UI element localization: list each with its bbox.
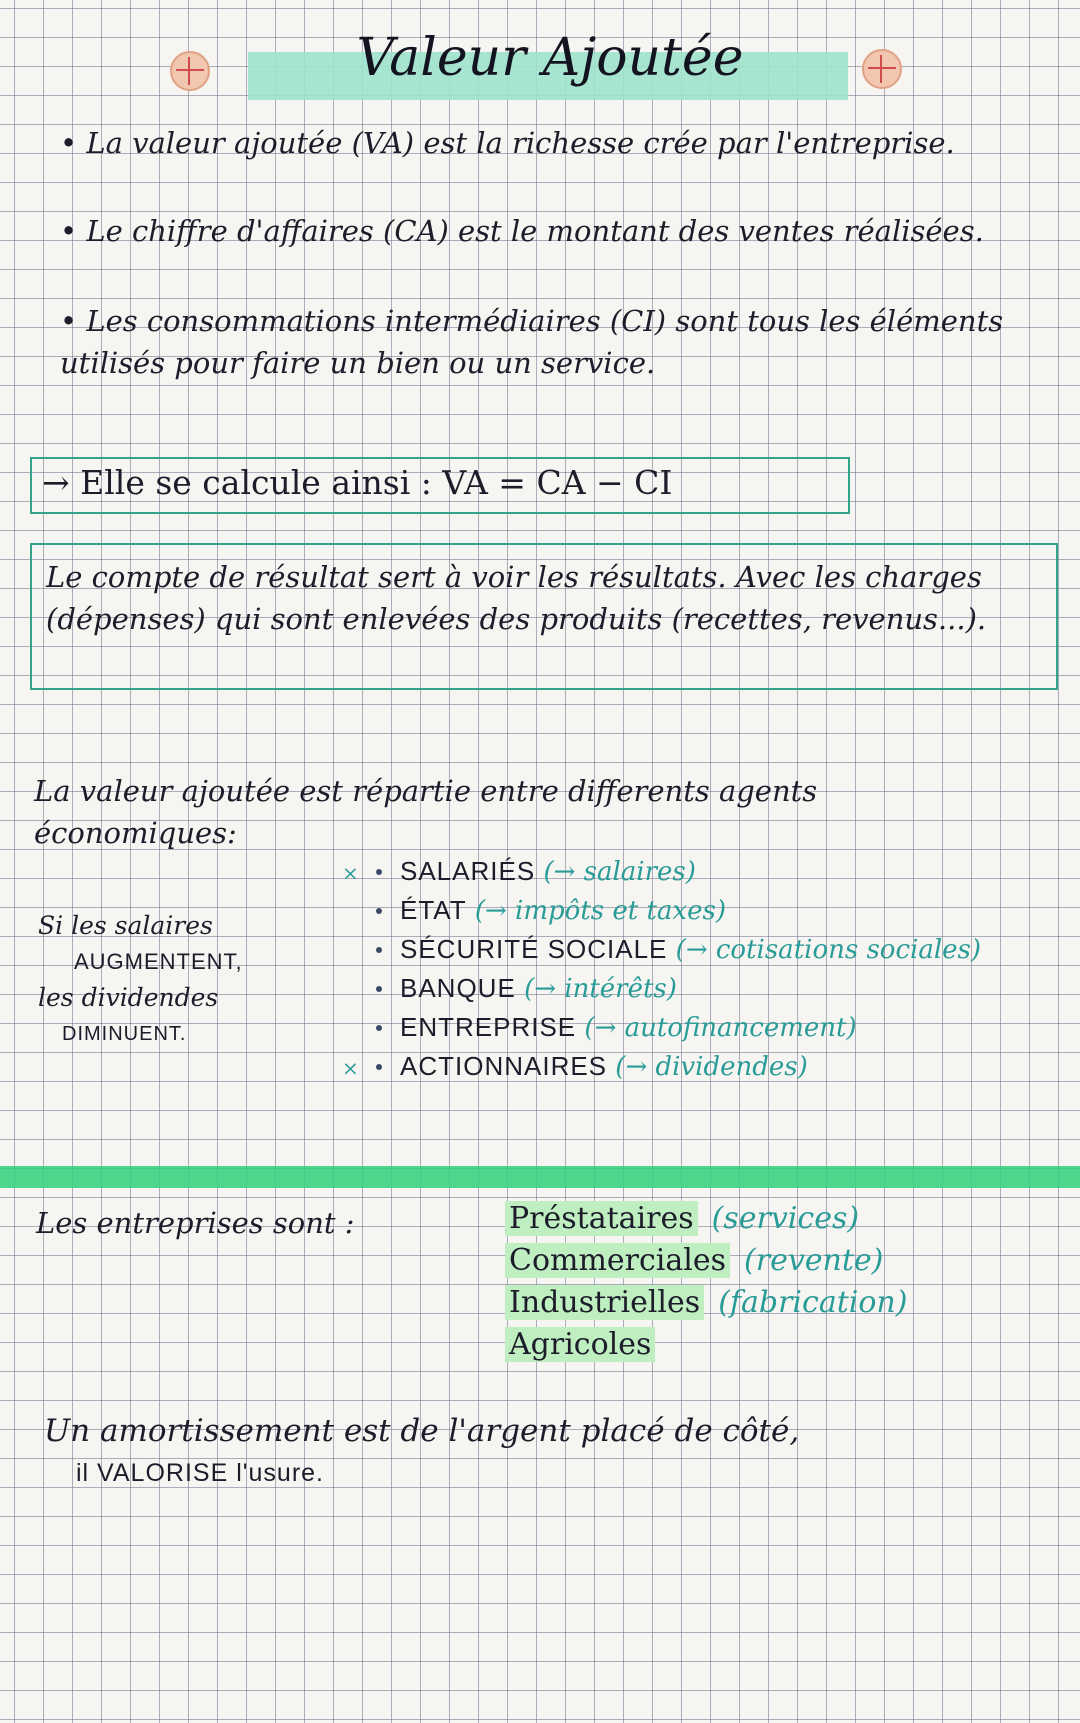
bullet-icon <box>376 908 382 914</box>
amortissement-line2-text: il VALORISE l'usure. <box>76 1459 325 1487</box>
type-detail: (revente) <box>744 1243 884 1278</box>
type-detail: (fabrication) <box>718 1285 908 1320</box>
agent-item <box>342 1047 981 1086</box>
side-note-line3: les dividendes <box>38 983 219 1012</box>
type-name: Commerciales <box>505 1243 730 1278</box>
entreprise-types <box>505 1198 907 1366</box>
definition-va: • La valeur ajoutée (VA) est la richesse crée par l'entreprise. <box>60 126 955 160</box>
agent-detail: (→ impôts et taxes) <box>474 896 726 926</box>
agent-detail: (→ intérêts) <box>524 974 677 1004</box>
bullet-icon <box>376 869 382 875</box>
agent-detail: (→ dividendes) <box>615 1052 808 1082</box>
agent-name: ENTREPRISE <box>400 1012 577 1042</box>
definition-ca: • Le chiffre d'affaires (CA) est le montant des ventes réalisées. <box>60 214 984 248</box>
type-detail: (services) <box>711 1201 860 1236</box>
agent-name: ACTIONNAIRES <box>400 1051 608 1081</box>
type-item <box>505 1282 907 1324</box>
agent-name: SÉCURITÉ SOCIALE <box>400 934 668 964</box>
side-note-line1: Si les salaires <box>38 911 213 940</box>
amortissement-line2 <box>76 1458 324 1488</box>
agent-name: SALARIÉS <box>400 856 536 886</box>
bullet-icon <box>376 986 382 992</box>
agent-item <box>400 1008 981 1047</box>
agent-item <box>400 891 981 930</box>
agent-item <box>400 969 981 1008</box>
type-item <box>505 1240 907 1282</box>
agent-name: BANQUE <box>400 973 516 1003</box>
side-note-line2: AUGMENTENT, <box>74 949 243 974</box>
repartition-intro: La valeur ajoutée est répartie entre differents agents économiques: <box>34 774 818 850</box>
type-name: Agricoles <box>505 1327 655 1362</box>
section-separator <box>0 1166 1080 1188</box>
cross-mark-icon: × <box>342 861 359 885</box>
decorative-circle-right-icon <box>862 49 902 89</box>
side-note-line4: DIMINUENT. <box>62 1023 187 1045</box>
definition-ci: • Les consommations intermédiaires (CI) sont tous les éléments utilisés pour faire un bien ou un service. <box>60 304 1004 380</box>
type-name: Préstataires <box>505 1201 698 1236</box>
type-name: Industrielles <box>505 1285 704 1320</box>
side-note <box>38 908 243 1052</box>
bullet-icon <box>376 1064 382 1070</box>
decorative-circle-left-icon <box>170 51 210 91</box>
agent-detail: (→ cotisations sociales) <box>675 935 982 965</box>
agent-item <box>342 852 981 891</box>
agent-list <box>342 852 982 1086</box>
page-title: Valeur Ajoutée <box>356 28 744 88</box>
formula-text: → Elle se calcule ainsi : VA = CA − CI <box>42 463 673 502</box>
cross-mark-icon: × <box>342 1056 359 1080</box>
agent-detail: (→ salaires) <box>543 857 696 887</box>
agent-item <box>400 930 981 969</box>
agent-name: ÉTAT <box>400 895 467 925</box>
type-item <box>505 1198 907 1240</box>
agent-detail: (→ autofinancement) <box>584 1013 857 1043</box>
compte-resultat-text: Le compte de résultat sert à voir les résultats. Avec les charges (dépenses) qui sont enlevées des produits (recettes, revenus...). <box>46 560 987 636</box>
type-item <box>505 1324 907 1366</box>
amortissement-line1: Un amortissement est de l'argent placé de côté, <box>44 1413 800 1449</box>
bullet-icon <box>376 1025 382 1031</box>
bullet-icon <box>376 947 382 953</box>
entreprises-intro: Les entreprises sont : <box>36 1206 355 1240</box>
